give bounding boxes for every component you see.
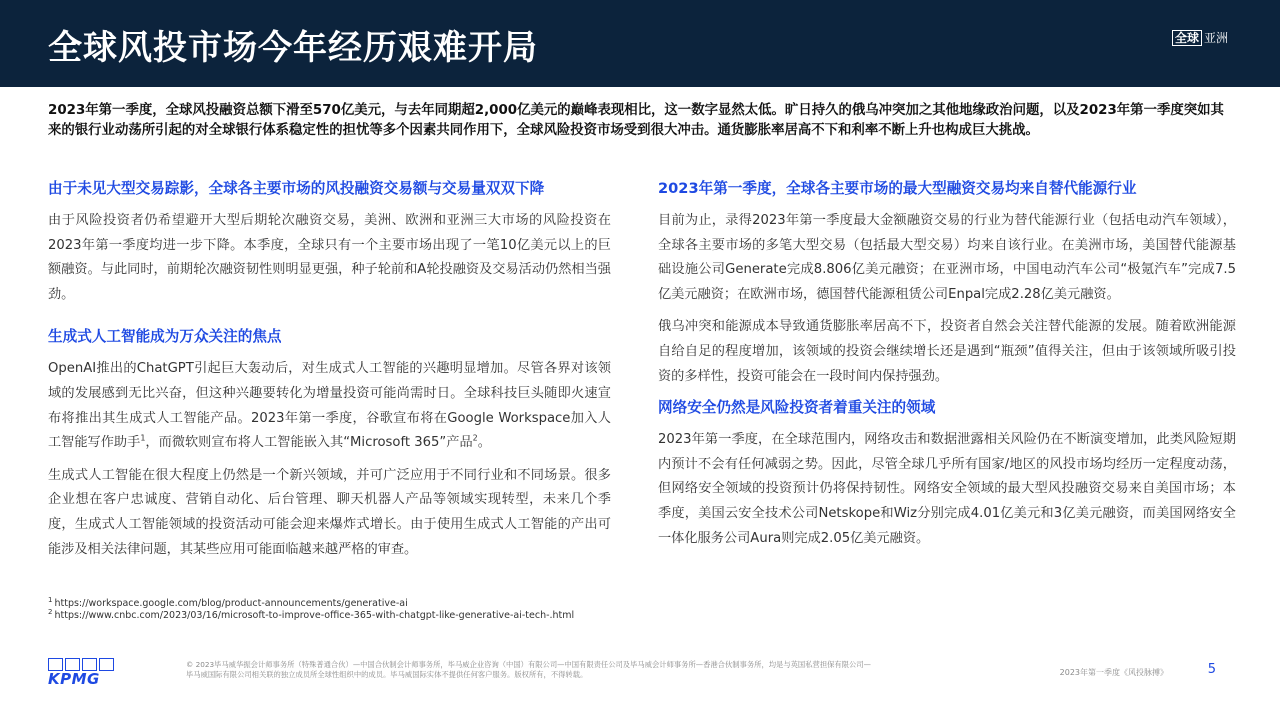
gen-ai-text-c: 。 bbox=[477, 435, 491, 451]
footnote-ref-1: 1 bbox=[140, 433, 146, 443]
paragraph-alt-energy-1: 目前为止，录得2023年第一季度最大金额融资交易的行业为替代能源行业（包括电动汽车领域），全球各主要市场的多笔大型交易（包括最大型交易）均来自该行业。在美洲市场，美国替代能源基础设施公司Generate完成8.806亿美元融资；在亚洲市场，中国电动汽车公司“极氪汽车”完成7.5亿美元融资；在欧洲市场，德国替代能源租赁公司Enpal完成2.28亿美元融资。 bbox=[658, 213, 1236, 302]
legal-notice: © 2023毕马威华振会计师事务所（特殊普通合伙）—中国合伙制会计师事务所，毕马威企业咨询（中国）有限公司—中国有限责任公司及毕马威会计师事务所—香港合伙制事务所，均是与英国私营担保有限公司—毕马威国际有限公司相关联的独立成员所全球性组织中的成员。毕马威国际实体不提供任何客户服务。版权所有，不得转载。 bbox=[186, 660, 871, 679]
brand-box-label: 全球 bbox=[1172, 30, 1202, 46]
section-heading-cybersecurity: 网络安全仍然是风险投资者着重关注的领域 bbox=[658, 399, 936, 417]
gen-ai-text-b: ，而微软则宣布将人工智能嵌入其“Microsoft 365”产品 bbox=[145, 435, 473, 451]
report-name: 2023年第一季度《风投脉搏》 bbox=[1059, 668, 1168, 677]
left-column bbox=[48, 178, 611, 570]
paragraph-vc-decline: 由于风险投资者仍希望避开大型后期轮次融资交易，美洲、欧洲和亚洲三大市场的风险投资在2023年第一季度均进一步下降。本季度，全球只有一个主要市场出现了一笔10亿美元以上的巨额融资。与此同时，前期轮次融资韧性则明显更强，种子轮前和A轮投融资及交易活动仍然相当强劲。 bbox=[48, 213, 611, 302]
kpmg-logo bbox=[48, 658, 114, 688]
footnotes bbox=[48, 595, 575, 622]
paragraph-cybersecurity: 2023年第一季度，在全球范围内，网络攻击和数据泄露相关风险仍在不断演变增加，此类风险短期内预计不会有任何减弱之势。因此，尽管全球几乎所有国家/地区的风投市场均经历一定程度动荡，但网络安全领域的投资预计仍将保持韧性。网络安全领域的最大型风投融资交易来自美国市场；本季度，美国云安全技术公司Netskope和Wiz分别完成4.01亿美元和3亿美元融资，而美国网络安全一体化服务公司Aura则完成2.05亿美元融资。 bbox=[658, 432, 1236, 546]
page-number: 5 bbox=[1207, 662, 1216, 677]
paragraph-generative-ai-2: 生成式人工智能在很大程度上仍然是一个新兴领域，并可广泛应用于不同行业和不同场景。很多企业想在客户忠诚度、营销自动化、后台管理、聊天机器人产品等领域实现转型，未来几个季度，生成式人工智能领域的投资活动可能会迎来爆炸式增长。由于使用生成式人工智能的产出可能涉及相关法律问题，其某些应用可能面临越来越严格的审查。 bbox=[48, 467, 611, 557]
footnote-number: 1 bbox=[48, 595, 53, 604]
footnote-ref-2: 2 bbox=[472, 433, 478, 443]
header-bar bbox=[0, 0, 1280, 87]
page-title: 全球风投市场今年经历艰难开局 bbox=[48, 28, 538, 68]
paragraph-alt-energy-2: 俄乌冲突和能源成本导致通货膨胀率居高不下，投资者自然会关注替代能源的发展。随着欧洲能源自给自足的程度增加，该领域的投资会继续增长还是遇到“瓶颈”值得关注，但由于该领域所吸引投资的多样性，投资可能会在一段时间内保持强劲。 bbox=[658, 319, 1236, 384]
brand-mark bbox=[1172, 30, 1228, 46]
paragraph-generative-ai-1 bbox=[48, 357, 611, 455]
footnote-2 bbox=[48, 607, 575, 622]
intro-paragraph: 2023年第一季度，全球风投融资总额下滑至570亿美元，与去年同期超2,000亿美元的巅峰表现相比，这一数字显然太低。旷日持久的俄乌冲突加之其他地缘政治问题，以及2023年第一季度突如其来的银行业动荡所引起的对全球银行体系稳定性的担忧等多个因素共同作用下，全球风险投资市场受到很大冲击。通货膨胀率居高不下和利率不断上升也构成巨大挑战。 bbox=[48, 103, 1224, 138]
footnote-1 bbox=[48, 595, 574, 610]
section-heading-generative-ai: 生成式人工智能成为万众关注的焦点 bbox=[48, 328, 282, 346]
kpmg-logo-text: KPMG bbox=[48, 670, 100, 688]
section-heading-vc-decline: 由于未见大型交易踪影，全球各主要市场的风投融资交易额与交易量双双下降 bbox=[48, 180, 545, 197]
footnote-number: 2 bbox=[48, 607, 53, 616]
brand-region-label: 亚洲 bbox=[1203, 31, 1228, 45]
footnote-link[interactable]: https://www.cnbc.com/2023/03/16/microsoft-to-improve-office-365-with-chatgpt-like-generative-ai-tech-.html bbox=[54, 610, 575, 621]
section-heading-alt-energy: 2023年第一季度，全球各主要市场的最大型融资交易均来自替代能源行业 bbox=[658, 180, 1137, 197]
gen-ai-text-a: OpenAI推出的ChatGPT引起巨大轰动后，对生成式人工智能的兴趣明显增加。尽管各界对该领域的发展感到无比兴奋，但这种兴趣要转化为增量投资可能尚需时日。全球科技巨头随即火速宣布将推出其生成式人工智能产品。2023年第一季度，谷歌宣布将在Google Workspace加入人工智能写作助手 bbox=[48, 361, 611, 451]
footnote-link[interactable]: https://workspace.google.com/blog/product-announcements/generative-ai bbox=[54, 598, 408, 609]
right-column bbox=[658, 178, 1236, 559]
